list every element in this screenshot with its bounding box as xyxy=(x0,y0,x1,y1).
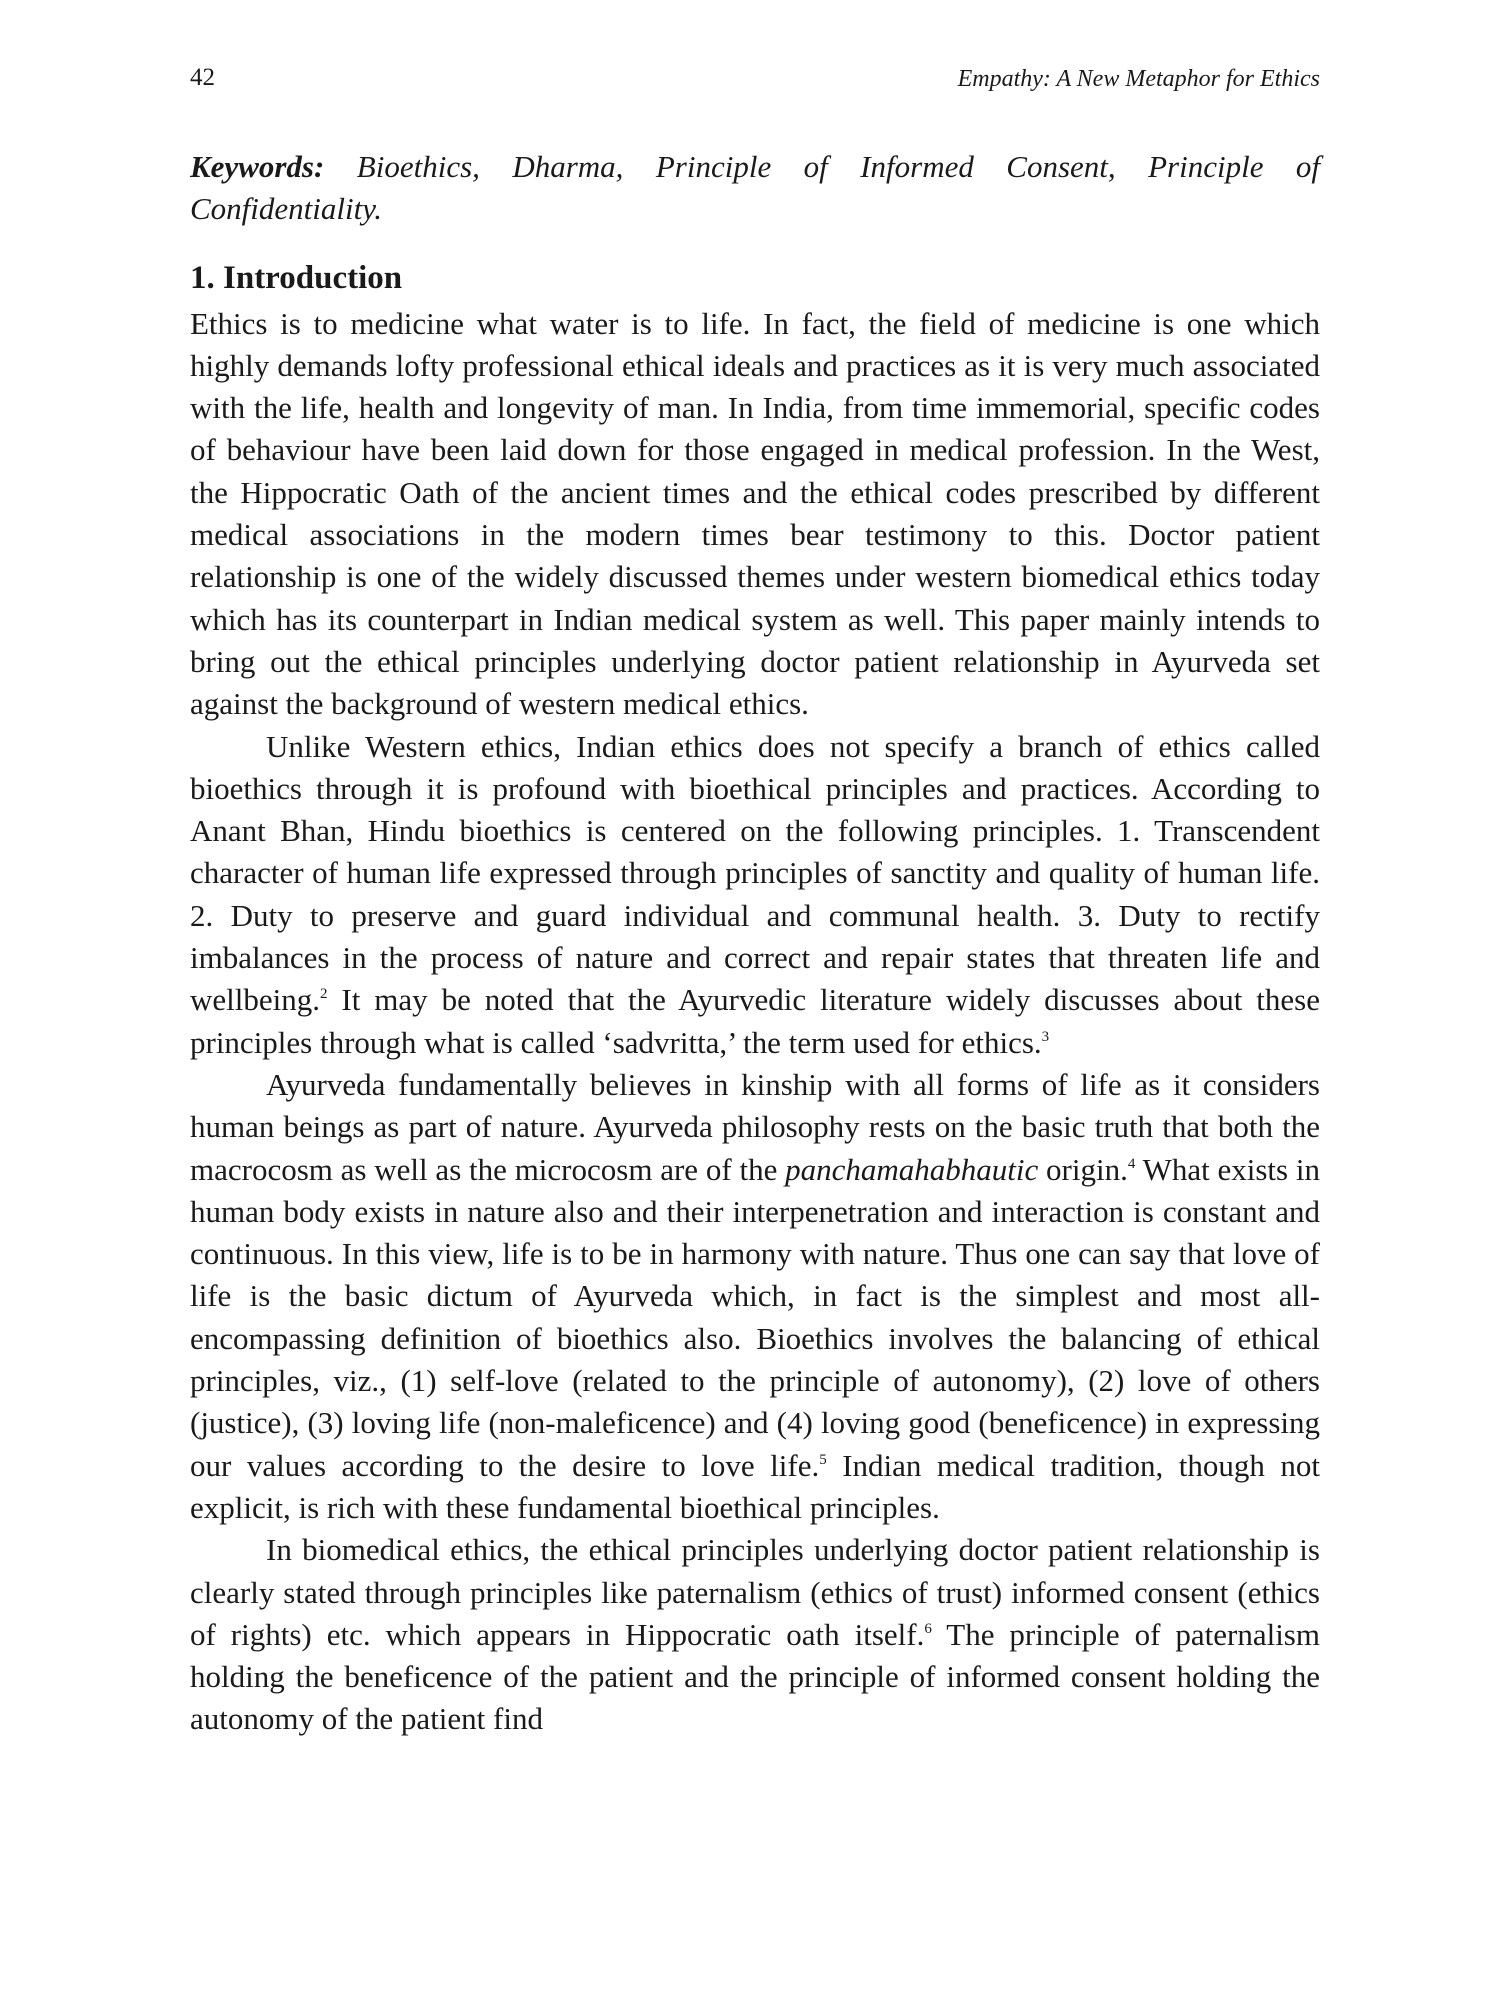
paragraph-2-text-a: Unlike Western ethics, Indian ethics does not specify a branch of ethics called bioethics through it is profound with bioethical principles and practices. According to Anant Bhan, Hindu bioethics is centered on the following principles. 1. Transcendent character of human life expressed through principles of sanctity and quality of human life. 2. Duty to preserve and guard individual and communal health. 3. Duty to rectify imbalances in the process of nature and correct and repair states that threaten life and wellbeing. xyxy=(190,728,1320,1018)
paragraph-3 xyxy=(190,1064,1320,1529)
section-heading: 1. Introduction xyxy=(190,259,403,296)
paragraph-3-text-a: Ayurveda fundamentally believes in kinship with all forms of life as it considers human beings as part of nature. Ayurveda philosophy rests on the basic truth that both the macrocosm as well as the microcosm are of the xyxy=(190,1066,1320,1187)
footnote-ref-3: 3 xyxy=(1041,1028,1050,1045)
paragraph-4 xyxy=(190,1529,1320,1740)
paragraph-3-text-b: origin. xyxy=(1038,1151,1128,1187)
keywords-label: Keywords: xyxy=(190,149,325,184)
page-number: 42 xyxy=(190,64,215,91)
running-head: Empathy: A New Metaphor for Ethics xyxy=(957,66,1320,92)
footnote-ref-5: 5 xyxy=(819,1451,827,1468)
paragraph-2 xyxy=(190,726,1320,1064)
page-body xyxy=(190,146,1320,1741)
footnote-ref-2: 2 xyxy=(320,986,328,1003)
paragraph-4-text-a: In biomedical ethics, the ethical principles underlying doctor patient relationship is clearly stated through principles like paternalism (ethics of trust) informed consent (ethics of rights) etc. which appears in Hippocratic oath itself. xyxy=(190,1532,1320,1652)
paragraph-1: Ethics is to medicine what water is to life. In fact, the field of medicine is one which highly demands lofty professional ethical ideals and practices as it is very much associated with the life, health and longevity of man. In India, from time immemorial, specific codes of behaviour have been laid down for those engaged in medical profession. In the West, the Hippocratic Oath of the ancient times and the ethical codes prescribed by different medical associations in the modern times bear testimony to this. Doctor patient relationship is one of the widely discussed themes under western biomedical ethics today which has its counterpart in Indian medical system as well. This paper mainly intends to bring out the ethical principles underlying doctor patient relationship in Ayurveda set against the background of western medical ethics. xyxy=(190,305,1320,722)
paragraph-3-text-c: What exists in human body exists in nature also and their interpenetration and interaction is constant and continuous. In this view, life is to be in harmony with nature. Thus one can say that love of life is the basic dictum of Ayurveda which, in fact is the simplest and most all-encompassing definition of bioethics also. Bioethics involves the balancing of ethical principles, viz., (1) self-love (related to the principle of autonomy), (2) love of others (justice), (3) loving life (non-maleficence) and (4) loving good (beneficence) in expressing our values according to the desire to love life. xyxy=(190,1151,1321,1483)
paragraph-2-text-b: It may be noted that the Ayurvedic literature widely discusses about these principles through what is called ‘sadvritta,’ the term used for ethics. xyxy=(190,982,1320,1060)
keywords xyxy=(190,146,1320,231)
footnote-ref-6: 6 xyxy=(924,1620,932,1637)
paragraph-4-text-b: The principle of paternalism holding the beneficence of the patient and the principle of informed consent holding the autonomy of the patient find xyxy=(190,1616,1320,1737)
paragraph-3-italic-term: panchamahabhautic xyxy=(785,1151,1039,1187)
paragraph-3-text-d: Indian medical tradition, though not explicit, is rich with these fundamental bioethical principles. xyxy=(190,1447,1320,1525)
keywords-text: Bioethics, Dharma, Principle of Informed Consent, Principle of Confidentiality. xyxy=(190,149,1321,227)
footnote-ref-4: 4 xyxy=(1127,1155,1136,1172)
